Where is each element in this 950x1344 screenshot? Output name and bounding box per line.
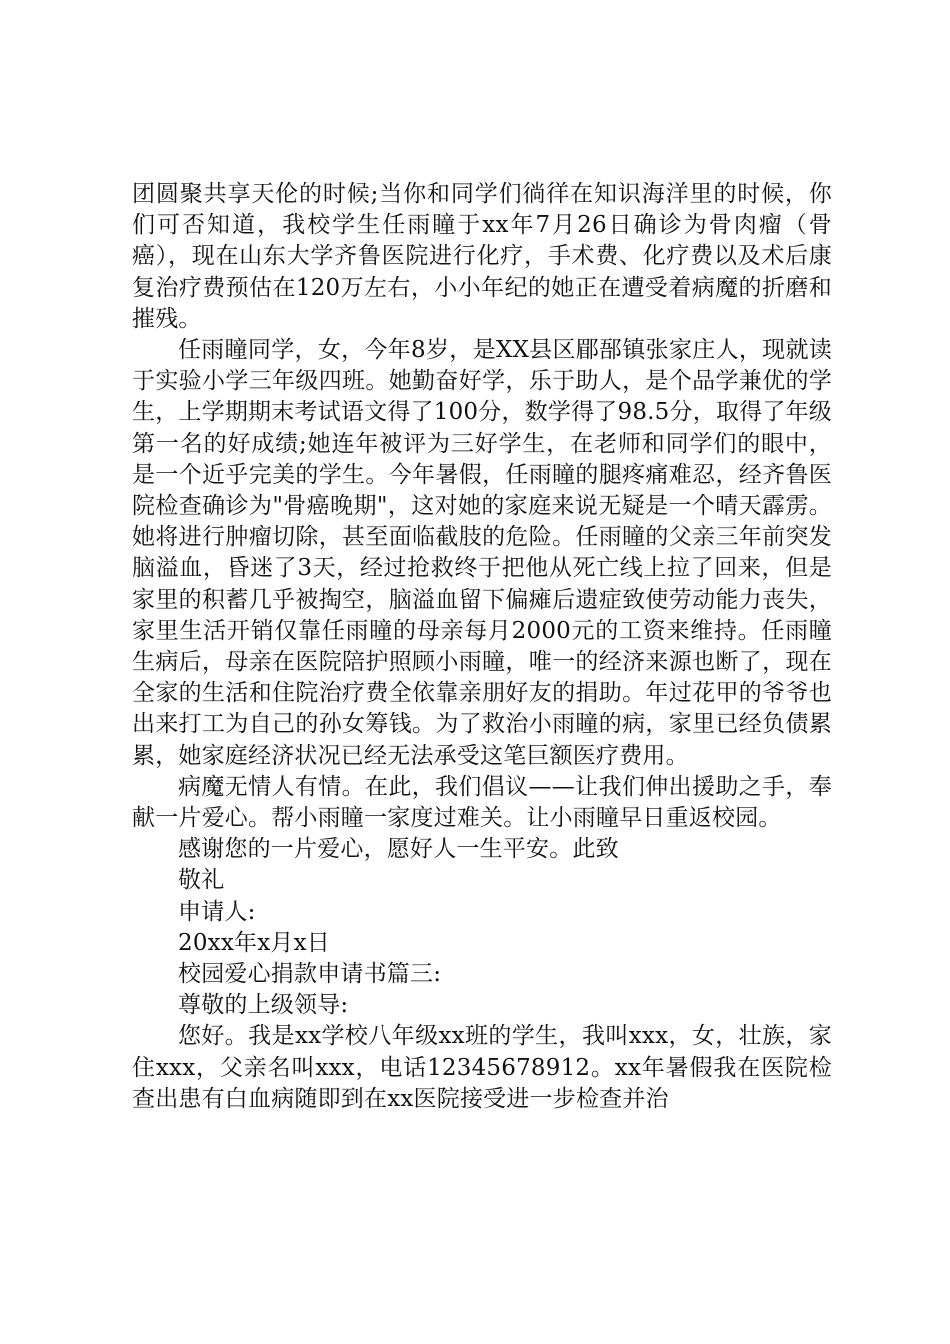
paragraph-self-introduction: 您好。我是xx学校八年级xx班的学生，我叫xxx，女，壮族，家住xxx，父亲名叫xxx，电话12345678912。xx年暑假我在医院检查出患有白血病随即到在xx医院接受进一步检查并治: [132, 1023, 832, 1112]
closing-thanks: 感谢您的一片爱心，愿好人一生平安。此致: [178, 836, 619, 863]
section-title: 校园爱心捐款申请书篇三:: [178, 961, 442, 988]
salutation-regards: 敬礼: [178, 867, 225, 894]
paragraph-student-background: 任雨瞳同学，女，今年8岁，是XX县区郿郚镇张家庄人，现就读于实验小学三年级四班。她勤奋好学，乐于助人，是个品学兼优的学生，上学期期末考试语文得了100分，数学得了98.5分，取得了年级第一名的好成绩;她连年被评为三好学生，在老师和同学们的眼中，是一个近乎完美的学生。今年暑假，任雨瞳的腿疼痛难忍，经齐鲁医院检查确诊为"骨癌晚期"，这对她的家庭来说无疑是一个晴天霹雳。她将进行肿瘤切除，甚至面临截肢的危险。任雨瞳的父亲三年前突发脑溢血，昏迷了3天，经过抢救终于把他从死亡线上拉了回来，但是家里的积蓄几乎被掏空，脑溢血留下偏瘫后遗症致使劳动能力丧失，家里生活开销仅靠任雨瞳的母亲每月2000元的工资来维持。任雨瞳生病后，母亲在医院陪护照顾小雨瞳，唯一的经济来源也断了，现在全家的生活和住院治疗费全依靠亲朋好友的捐助。年过花甲的爷爷也出来打工为自己的孙女筹钱。为了救治小雨瞳的病，家里已经负债累累，她家庭经济状况已经无法承受这笔巨额医疗费用。: [132, 337, 832, 769]
paragraph-appeal: 病魔无情人有情。在此，我们倡议——让我们伸出援助之手，奉献一片爱心。帮小雨瞳一家度过难关。让小雨瞳早日重返校园。: [132, 773, 832, 832]
greeting-line: 尊敬的上级领导:: [178, 992, 349, 1019]
applicant-label: 申请人:: [178, 898, 256, 925]
document-page: [132, 179, 832, 1115]
date-line: 20xx年x月x日: [178, 929, 330, 956]
paragraph-opening: 团圆聚共享天伦的时候;当你和同学们徜徉在知识海洋里的时候，你们可否知道，我校学生任雨瞳于xx年7月26日确诊为骨肉瘤（骨癌），现在山东大学齐鲁医院进行化疗，手术费、化疗费以及术后康复治疗费预估在120万左右，小小年纪的她正在遭受着病魔的折磨和摧残。: [132, 181, 832, 332]
